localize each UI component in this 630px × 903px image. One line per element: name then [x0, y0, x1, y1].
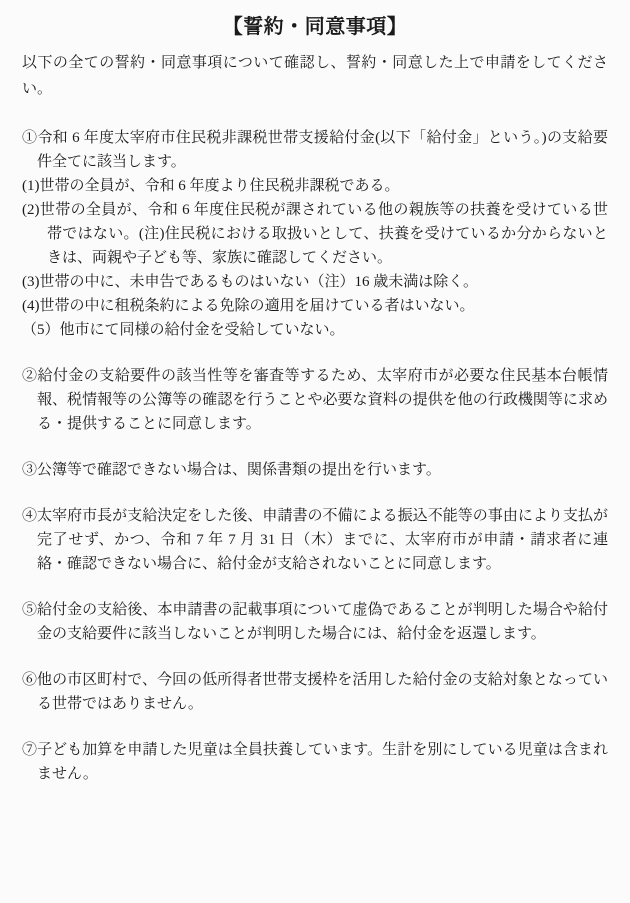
subitem-1-text: 世帯の全員が、令和 6 年度より住民税非課税である。 [39, 178, 400, 194]
section-1-marker: ① [22, 130, 38, 146]
section-5-marker: ⑤ [22, 602, 38, 618]
section-3-marker: ③ [22, 462, 38, 478]
pledge-section-4 [22, 504, 608, 576]
pledge-paragraph-7 [22, 738, 608, 786]
intro-text: 以下の全ての誓約・同意事項について確認し、誓約・同意した上で申請をしてください。 [22, 55, 608, 97]
subitem-4-marker: (4) [22, 298, 40, 314]
pledge-section-5 [22, 598, 608, 646]
pledge-section-3 [22, 458, 608, 482]
subitem-2-marker: (2) [22, 202, 40, 218]
section-4-marker: ④ [22, 508, 38, 524]
subitem-3-text: 世帯の中に、未申告であるものはいない（注）16 歳未満は除く。 [39, 274, 478, 290]
subitem-2-text: 世帯の全員が、令和 6 年度住民税が課されている他の親族等の扶養を受けている世帯ではない。(注)住民税における取扱いとして、扶養を受けているか分からないときは、両親や子ども等、家族に確認してください。 [39, 202, 608, 266]
pledge-section-7 [22, 738, 608, 786]
section-1-text: 令和 6 年度太宰府市住民税非課税世帯支援給付金(以下「給付金」という。)の支給要件全てに該当します。 [37, 130, 608, 170]
pledge-paragraph-3 [22, 458, 608, 482]
subitem-5-text: 他市にて同様の給付金を受給していない。 [59, 322, 345, 338]
subitem-3-marker: (3) [22, 274, 40, 290]
pledge-subitem-5 [22, 318, 608, 342]
pledge-paragraph-5 [22, 598, 608, 646]
section-5-text: 給付金の支給後、本申請書の記載事項について虚偽であることが判明した場合や給付金の支給要件に該当しないことが判明した場合には、給付金を返還します。 [37, 602, 608, 642]
section-6-marker: ⑥ [22, 672, 38, 688]
pledge-section-2 [22, 364, 608, 436]
pledge-section-1 [22, 126, 608, 342]
pledge-section-6 [22, 668, 608, 716]
pledge-paragraph-4 [22, 504, 608, 576]
section-4-text: 太宰府市長が支給決定をした後、申請書の不備による振込不能等の事由により支払が完了せず、かつ、令和 7 年 7 月 31 日（木）までに、太宰府市が申請・請求者に連絡・確認できない場合に、給付金が支給されないことに同意します。 [37, 508, 608, 572]
subitem-4-text: 世帯の中に租税条約による免除の適用を届けている者はいない。 [39, 298, 475, 314]
pledge-subitem-4 [22, 294, 608, 318]
pledge-subitem-1 [22, 174, 608, 198]
section-7-marker: ⑦ [22, 742, 38, 758]
subitem-5-marker: （5） [22, 322, 60, 338]
pledge-paragraph-2 [22, 364, 608, 436]
pledge-paragraph-6 [22, 668, 608, 716]
section-7-text: 子ども加算を申請した児童は全員扶養しています。生計を別にしている児童は含まれません。 [37, 742, 608, 782]
section-6-text: 他の市区町村で、今回の低所得者世帯支援枠を活用した給付金の支給対象となっている世帯ではありません。 [37, 672, 608, 712]
section-2-marker: ② [22, 368, 38, 384]
pledge-subitem-2 [22, 198, 608, 270]
section-2-text: 給付金の支給要件の該当性等を審査等するため、太宰府市が必要な住民基本台帳情報、税情報等の公簿等の確認を行うことや必要な資料の提供を他の行政機関等に求める・提供することに同意します。 [37, 368, 608, 432]
page-title: 【誓約・同意事項】 [222, 16, 408, 38]
section-3-text: 公簿等で確認できない場合は、関係書類の提出を行います。 [37, 462, 441, 478]
subitem-1-marker: (1) [22, 178, 40, 194]
pledge-subitem-3 [22, 270, 608, 294]
pledge-paragraph-1 [22, 126, 608, 174]
